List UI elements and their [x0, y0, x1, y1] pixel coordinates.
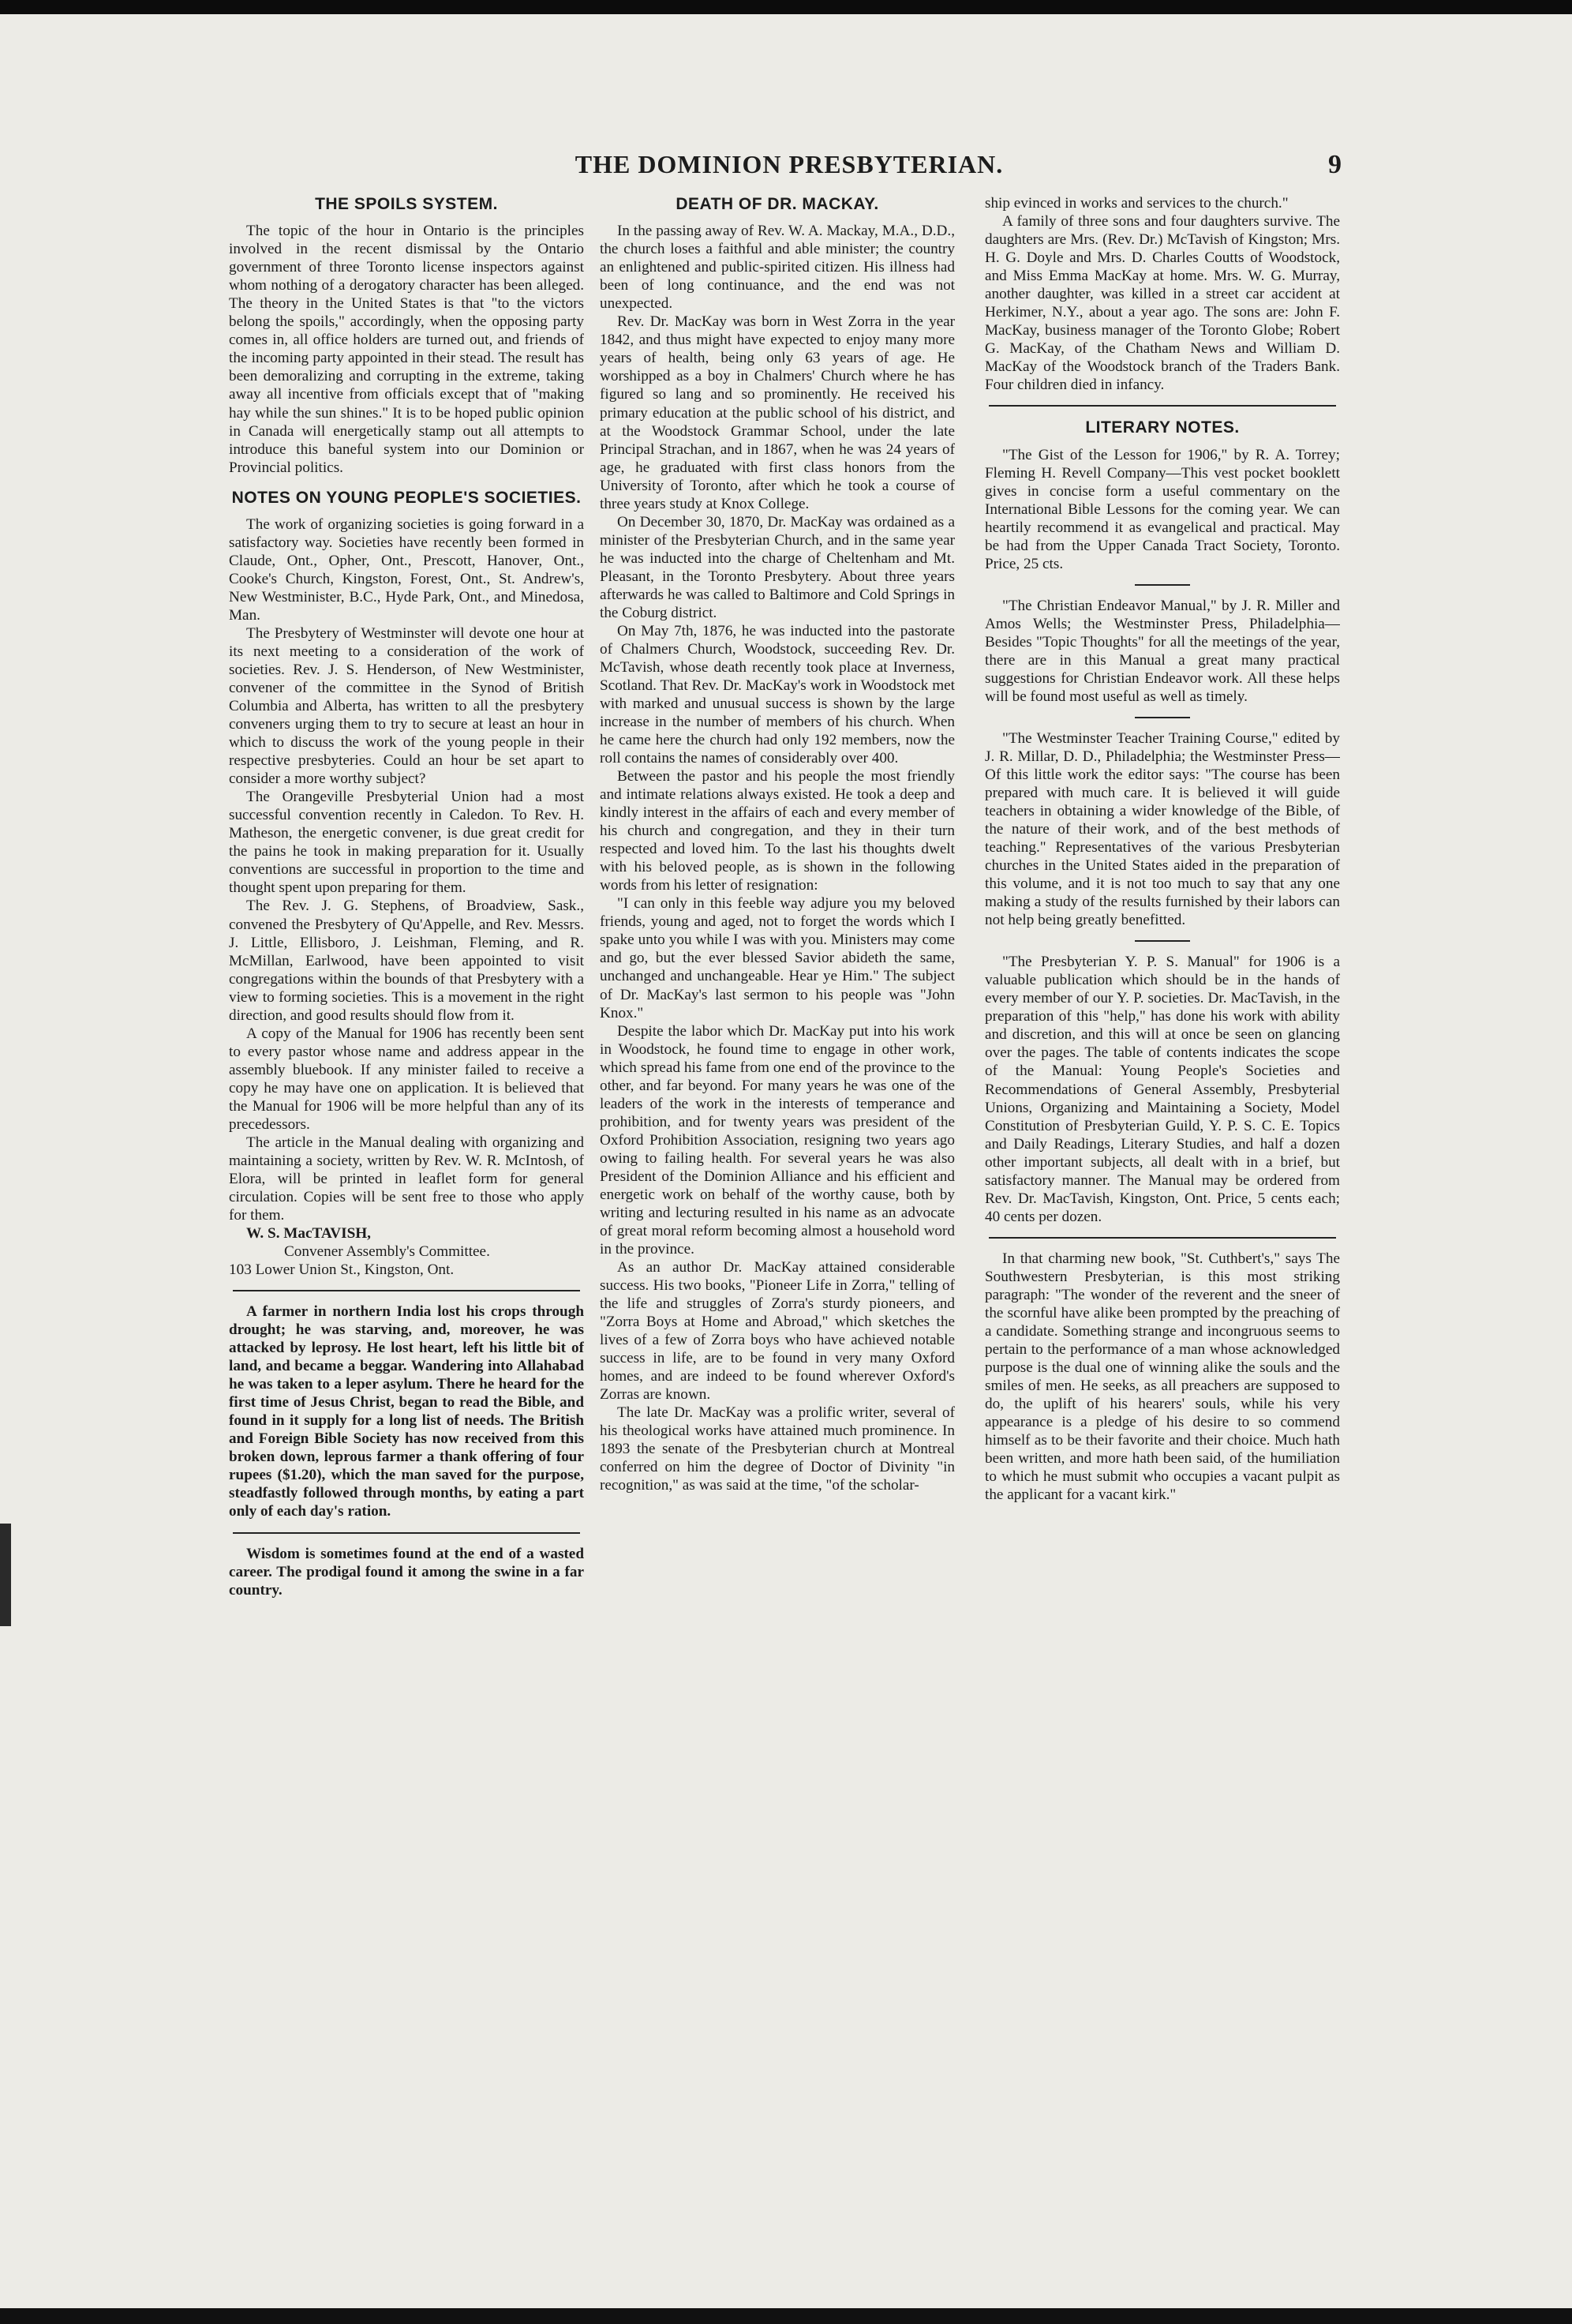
young-paragraph-6: The article in the Manual dealing with organizing and maintaining a society, written by Rev. W. R. McIntosh, of Elora, will be printed in leaflet form for general circulation. Copies will be sent free to those who apply for them.: [229, 1134, 584, 1224]
literary-note-3: "The Westminster Teacher Training Course," edited by J. R. Millar, D. D., Philadelphia; the Westminster Press—Of this little work the editor says: "The course has been prepared with much care. It is believed it will guide teachers in obtaining a wider knowledge of the Bible, of the nature of their work, and of the best methods of teaching." Representatives of the various Presbyterian churches in the United States aided in the preparation of this volume, and it is not too much to say that any one making a study of the results furnished by their labors can not help being greatly benefitted.: [985, 729, 1340, 929]
page-number: 9: [1328, 150, 1342, 179]
column-3: [985, 194, 1340, 2160]
young-paragraph-1: The work of organizing societies is going forward in a satisfactory way. Societies have recently been formed in Claude, Ont., Opher, Ont., Prescott, Hanover, Ont., Cooke's Church, Kingston, Forest, Ont., St. Andrew's, New Westminister, B.C., Hyde Park, Ont., and Minedosa, Man.: [229, 515, 584, 624]
literary-note-4: "The Presbyterian Y. P. S. Manual" for 1906 is a valuable publication which should be in the hands of every member of our Y. P. societies. Dr. MacTavish, in the preparation of this "help," has done his work with ability and discretion, and this will at once be seen on glancing over the pages. The table of contents indicates the scope of the Manual: Young People's Societies and Recommendations of General Assembly, Presbyterial Unions, Organizing and Maintaining a Society, Model Constitution of Presbyterian Guild, Y. P. S. C. E. Topics and Daily Readings, Literary Studies, and half a dozen other important subjects, all dealt with in a brief, but satisfactory manner. The Manual may be ordered from Rev. Dr. MacTavish, Kingston, Ont. Price, 5 cents each; 40 cents per dozen.: [985, 954, 1340, 1225]
mackay-paragraph-5: Between the pastor and his people the most friendly and intimate relations always existed. He took a deep and kindly interest in the affairs of each and every member of his church and congregation, and they in their turn respected and loved him. To the last his thoughts dwelt with his beloved people, as is shown in the following words from his letter of resignation:: [600, 768, 955, 894]
spoils-heading: THE SPOILS SYSTEM.: [315, 195, 498, 213]
mackay-heading: DEATH OF DR. MACKAY.: [676, 195, 879, 213]
column-rule: [233, 1532, 580, 1534]
wisdom-paragraph: Wisdom is sometimes found at the end of a wasted career. The prodigal found it among the swine in a far country.: [229, 1545, 584, 1599]
signature-address: 103 Lower Union St., Kingston, Ont.: [229, 1261, 455, 1279]
young-people-heading: NOTES ON YOUNG PEOPLE'S SOCIETIES.: [231, 488, 582, 507]
mackay-paragraph-9: The late Dr. MacKay was a prolific writer, several of his theological works have attained much prominence. In 1893 the senate of the Presbyterian church at Montreal conferred on him the degree of Doctor of Divinity "in recognition," as was said at the time, "of the scholar-: [600, 1404, 955, 1494]
newspaper-page: [229, 150, 1349, 2171]
scan-top-edge: [0, 0, 1572, 14]
literary-note-1: "The Gist of the Lesson for 1906," by R. A. Torrey; Fleming H. Revell Company—This vest pocket booklett gives in concise form a useful commentary on the International Bible Lessons for the coming year. We can heartily recommend it as evangelical and practical. May be had from the Upper Canada Tract Society, Toronto. Price, 25 cts.: [985, 446, 1340, 572]
column-rule: [233, 1290, 580, 1291]
mackay-paragraph-1: In the passing away of Rev. W. A. Mackay, M.A., D.D., the church loses a faithful and able minister; the country an enlightened and public-spirited citizen. His illness had been of long continuance, and the end was not unexpected.: [600, 223, 955, 313]
young-paragraph-3: The Orangeville Presbyterial Union had a most successful convention recently in Caledon. To Rev. H. Matheson, the energetic convener, is due great credit for the pains he took in making preparation for it. Usually conventions are successful in proportion to the time and thought spent upon preparing for them.: [229, 789, 584, 897]
mackay-paragraph-3: On December 30, 1870, Dr. MacKay was ordained as a minister of the Presbyterian Church, and in the same year he was inducted into the charge of Cheltenham and Mt. Pleasant, in the Toronto Presbytery. About three years afterwards he was called to Baltimore and Cold Springs in the Coburg district.: [600, 513, 955, 621]
column-rule: [989, 1237, 1336, 1239]
literary-note-5: In that charming new book, "St. Cuthbert's," says The Southwestern Presbyterian, is this most striking paragraph: "The wonder of the reverent and the sneer of the scornful have alike been prompted by the preaching of a candidate. Something strange and incongruous seems to pertain to the performance of a man whose acknowledged purpose is the dual one of winning alike the souls and the smiles of men. He seeks, as all preachers are supposed to do, the uplift of his hearers' souls, while his very appearance is a pledge of his desire to so commend himself as to be their favorite and their choice. Much hath been written, and more hath been said, of the humiliation to which he must submit who occupies a vacant pulpit as the applicant for a vacant kirk.": [985, 1250, 1340, 1504]
literary-note-2: "The Christian Endeavor Manual," by J. R. Miller and Amos Wells; the Westminster Press, Philadelphia—Besides "Topic Thoughts" for all the meetings of the year, there are in this Manual a great many practical suggestions for Christian Endeavor work. All these helps will be found most useful as well as timely.: [985, 597, 1340, 705]
note-separator: [1135, 717, 1190, 718]
young-paragraph-5: A copy of the Manual for 1906 has recently been sent to every pastor whose name and address appear in the assembly bluebook. If any minister failed to receive a copy he may have one on application. It is believed that the Manual for 1906 will be more helpful than any of its precedessors.: [229, 1025, 584, 1133]
mackay-paragraph-2: Rev. Dr. MacKay was born in West Zorra in the year 1842, and thus might have expected to enjoy many more years of health, being only 63 years of age. He worshipped as a boy in Chalmers' Church where he has figured so lang and so prominently. He received his primary education at the public school of his district, and at the Woodstock Grammar School, under the late Principal Strachan, and in 1867, when he was 24 years of age, he graduated with first class honors from the University of Toronto, after which he took a course of three years study at Knox College.: [600, 313, 955, 512]
column-1: [229, 194, 584, 2160]
masthead-title: THE DOMINION PRESBYTERIAN.: [575, 150, 1004, 178]
mackay-continuation: ship evinced in works and services to the church.": [985, 195, 1289, 212]
young-paragraph-4: The Rev. J. G. Stephens, of Broadview, Sask., convened the Presbytery of Qu'Appelle, and Rev. Messrs. J. Little, Ellisboro, J. Leishman, Fleming, and R. McMillan, Earlwood, have been appointed to visit congregations within the bounds of that Presbytery with a view to forming societies. This is a movement in the right direction, and good results should flow from it.: [229, 898, 584, 1024]
mackay-paragraph-7: Despite the labor which Dr. MacKay put into his work in Woodstock, he found time to engage in other work, which spread his fame from one end of the province to the other, and far beyond. For many years he was one of the leaders of the work in the interests of temperance and prohibition, and for twenty years was president of the Oxford Prohibition Association, resigning two years ago owing to failing health. For several years he was also President of the Dominion Alliance and his efficient and energetic work on behalf of the worthy cause, both by writing and lecturing resulted in his name as an advocate of great moral reform becoming almost a household word in the province.: [600, 1022, 955, 1258]
literary-notes-heading: LITERARY NOTES.: [1085, 418, 1240, 437]
scan-bottom-edge: [0, 2308, 1572, 2324]
note-separator: [1135, 584, 1190, 586]
scan-left-edge: [0, 1524, 11, 1626]
mackay-paragraph-4: On May 7th, 1876, he was inducted into the pastorate of Chalmers Church, Woodstock, succeeding Rev. Dr. McTavish, whose death recently took place at Inverness, Scotland. That Rev. Dr. MacKay's work in Woodstock met with marked and unusual success is shown by the large increase in the number of members of his church. When he came here the church had only 192 members, now the roll contains the names of considerably over 400.: [600, 622, 955, 767]
column-rule: [989, 405, 1336, 407]
signature-name: W. S. MacTAVISH,: [246, 1225, 371, 1243]
column-2: [600, 194, 955, 2160]
mackay-paragraph-6: "I can only in this feeble way adjure you my beloved friends, young and aged, not to forget the words which I spake unto you while I was with you. Ministers may come and go, but the ever blessed Savior abideth the same, unchanged and unchangeable. Hear ye Him." The subject of Dr. MacKay's last sermon to his people was "John Knox.": [600, 895, 955, 1021]
mackay-family-paragraph: A family of three sons and four daughters survive. The daughters are Mrs. (Rev. Dr.) McTavish of Kingston; Mrs. H. G. Doyle and Mrs. D. Charles Coutts of Woodstock, and Miss Emma MacKay at home. Mrs. W. G. Murray, another daughter, was killed in a street car accident at Herkimer, N.Y., about a year ago. The sons are: John F. MacKay, business manager of the Toronto Globe; Robert G. MacKay, of the Chatham News and William D. MacKay of the Woodstock branch of the Traders Bank. Four children died in infancy.: [985, 213, 1340, 394]
young-paragraph-2: The Presbytery of Westminster will devote one hour at its next meeting to a consideration of the work of societies. Rev. J. S. Henderson, of New Westminister, convener of the committee in the Synod of British Columbia and Alberta, has written to all the presbytery conveners urging them to try to secure at least an hour in which to discuss the work of the young people in their respective presbyteries. Could an hour be set apart to consider a more worthy subject?: [229, 625, 584, 788]
signature-title: Convener Assembly's Committee.: [284, 1243, 490, 1261]
note-separator: [1135, 940, 1190, 942]
spoils-paragraph: The topic of the hour in Ontario is the principles involved in the recent dismissal by the Ontario government of three Toronto license inspectors against whom nothing of a derogatory character has been alleged. The theory in the United States is that "to the victors belong the spoils," accordingly, when the opposing party comes in, all office holders are turned out, and friends of the incoming party appointed in their stead. The result has been demoralizing and corrupting in the extreme, taking away all incentive from officials except that of "making hay while the sun shines." It is to be hoped public opinion in Canada will energetically stamp out all attempts to introduce this baneful system into our Dominion or Provincial politics.: [229, 223, 584, 476]
mackay-paragraph-8: As an author Dr. MacKay attained considerable success. His two books, "Pioneer Life in Zorra," telling of the life and struggles of Zorra's sturdy pioneers, and "Zorra Boys at Home and Abroad," which sketches the lives of a few of Zorra boys who have achieved notable success in life, are to be found in very many Oxford homes, and are indeed to be found wherever Oxford's Zorras are known.: [600, 1258, 955, 1404]
farmer-paragraph: A farmer in northern India lost his crops through drought; he was starving, and, moreover, he was attacked by leprosy. He lost heart, left his little bit of land, and became a beggar. Wandering into Allahabad he was taken to a leper asylum. There he heard for the first time of Jesus Christ, began to read the Bible, and found in it supply for a long list of needs. The British and Foreign Bible Society has now received from this broken down, leprous farmer a thank offering of four rupees ($1.20), which the man saved for the purpose, steadfastly followed through months, by eating a part only of each day's ration.: [229, 1303, 584, 1520]
